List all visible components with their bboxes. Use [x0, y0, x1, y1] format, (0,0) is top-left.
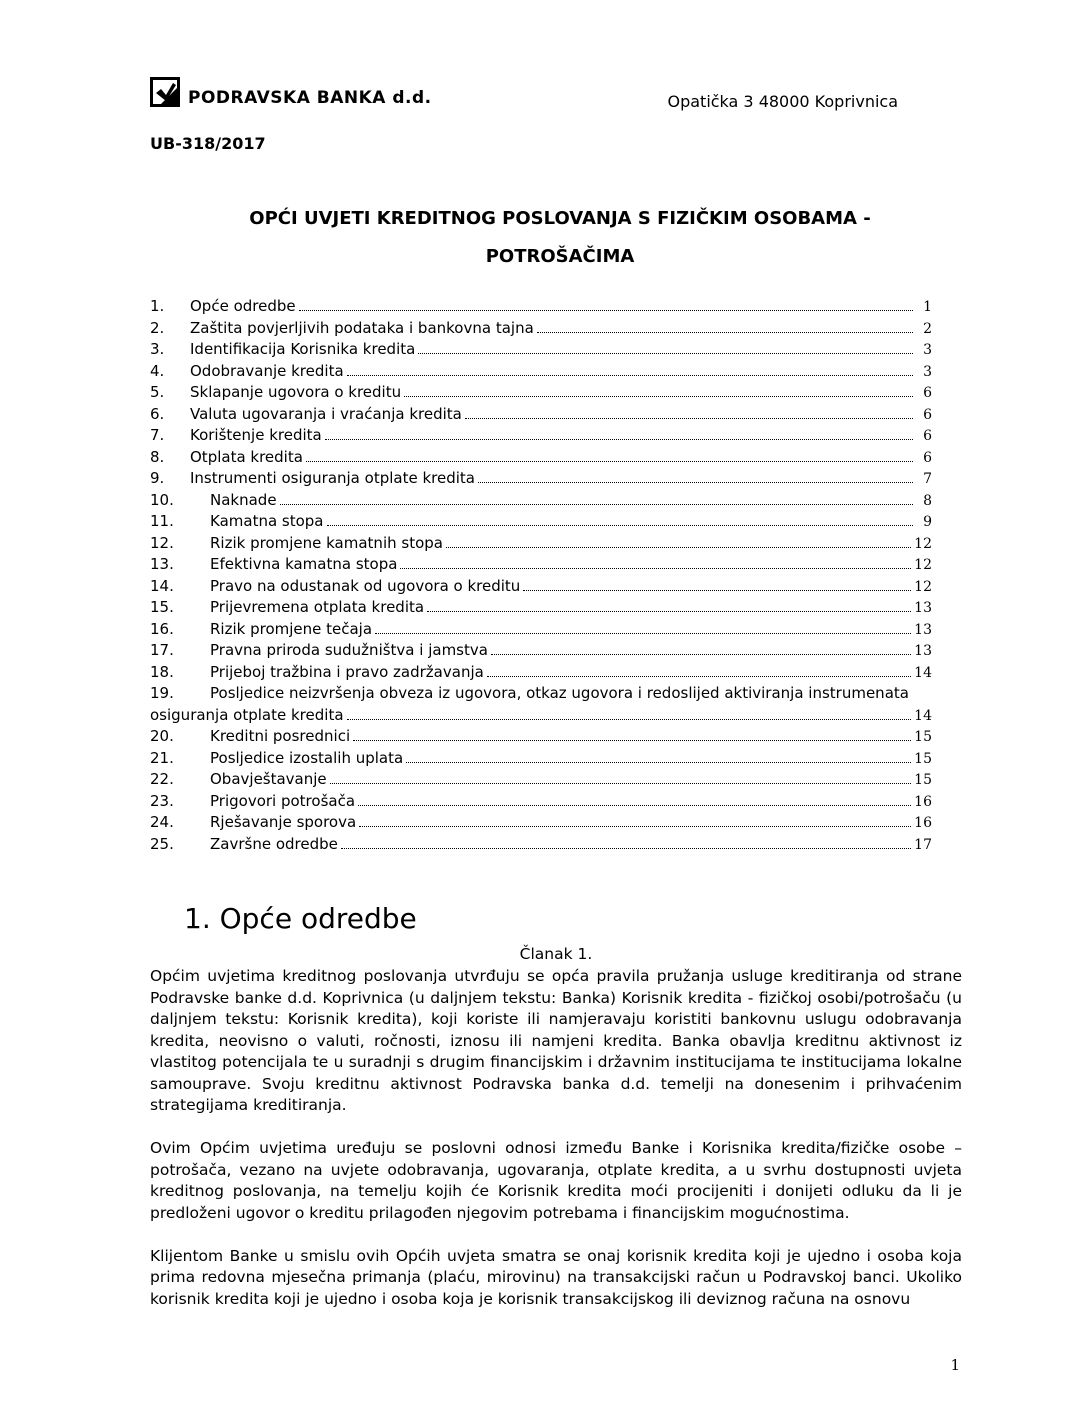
toc-label: Posljedice izostalih uplata — [210, 748, 404, 767]
toc-page-number: 12 — [914, 535, 932, 552]
toc-number: 6. — [150, 404, 165, 423]
toc-number: 1. — [150, 297, 165, 315]
toc-entry[interactable] — [150, 835, 932, 857]
toc-page-number: 13 — [914, 621, 932, 638]
toc-number: 4. — [150, 361, 165, 380]
toc-leader-dots — [427, 610, 911, 612]
toc-label: Posljedice neizvršenja obveza iz ugovora, otkaz ugovora i redoslijed aktiviranja instrumenata — [210, 684, 909, 702]
toc-page-number: 8 — [923, 492, 932, 509]
toc-entry[interactable] — [150, 577, 932, 599]
toc-label: Efektivna kamatna stopa — [210, 555, 398, 573]
toc-leader-dots — [375, 632, 911, 634]
toc-page-number: 13 — [914, 600, 932, 616]
toc-entry[interactable] — [150, 555, 932, 577]
section-body — [150, 966, 962, 1332]
toc-entry[interactable] — [150, 813, 932, 835]
toc-label: Opće odredbe — [190, 297, 296, 315]
toc-label: Instrumenti osiguranja otplate kredita — [190, 469, 475, 487]
toc-entry[interactable] — [150, 405, 932, 427]
toc-page-number: 12 — [914, 557, 932, 573]
toc-number: 2. — [150, 318, 165, 337]
toc-page-number: 1 — [923, 299, 932, 315]
toc-leader-dots — [347, 374, 913, 376]
toc-leader-dots — [325, 438, 913, 440]
bank-logo-icon — [150, 77, 180, 107]
toc-page-number: 2 — [923, 320, 932, 337]
toc-entry[interactable] — [150, 512, 932, 534]
toc-entry[interactable] — [150, 469, 932, 491]
toc-leader-dots — [465, 417, 913, 419]
toc-leader-dots — [359, 825, 911, 827]
toc-label-continued: osiguranja otplate kredita — [150, 705, 344, 724]
toc-number: 19. — [150, 684, 174, 702]
toc-number: 5. — [150, 383, 165, 401]
toc-entry[interactable] — [150, 792, 932, 814]
toc-leader-dots — [347, 718, 912, 720]
toc-entry[interactable] — [150, 727, 932, 749]
toc-leader-dots — [406, 761, 911, 763]
toc-label: Zaštita povjerljivih podataka i bankovna tajna — [190, 318, 534, 337]
toc-page-number: 6 — [923, 428, 932, 444]
toc-label: Prigovori potrošača — [210, 791, 356, 810]
toc-number: 25. — [150, 834, 174, 853]
toc-page-number: 15 — [914, 772, 932, 788]
toc-entry[interactable] — [150, 362, 932, 384]
document-title-line2: POTROŠAČIMA — [485, 246, 635, 267]
toc-label: Rješavanje sporova — [210, 813, 357, 831]
toc-page-number: 17 — [914, 836, 932, 853]
toc-leader-dots — [523, 589, 911, 591]
toc-label: Završne odredbe — [210, 834, 338, 853]
toc-number: 24. — [150, 813, 174, 831]
toc-entry[interactable] — [150, 684, 932, 727]
toc-entry[interactable] — [150, 297, 932, 319]
toc-page-number: 13 — [914, 643, 932, 659]
toc-page-number: 3 — [923, 342, 932, 358]
toc-label: Rizik promjene tečaja — [210, 619, 373, 638]
toc-number: 9. — [150, 469, 165, 487]
toc-leader-dots — [404, 395, 913, 397]
toc-number: 18. — [150, 662, 174, 681]
toc-leader-dots — [330, 782, 912, 784]
toc-leader-dots — [299, 309, 913, 311]
toc-leader-dots — [306, 460, 913, 462]
toc-entry[interactable] — [150, 663, 932, 685]
toc-entry[interactable] — [150, 620, 932, 642]
toc-number: 3. — [150, 340, 165, 358]
toc-label: Valuta ugovaranja i vraćanja kredita — [190, 404, 462, 423]
bank-logo — [150, 76, 432, 108]
document-title-line1: OPĆI UVJETI KREDITNOG POSLOVANJA S FIZIČKIM OSOBAMA - — [249, 208, 871, 229]
toc-page-number: 16 — [914, 793, 932, 810]
toc-leader-dots — [418, 352, 913, 354]
toc-page-number: 3 — [923, 363, 932, 380]
toc-label: Korištenje kredita — [190, 426, 322, 444]
toc-entry[interactable] — [150, 770, 932, 792]
toc-number: 14. — [150, 576, 174, 595]
toc-number: 20. — [150, 727, 174, 745]
toc-label: Pravna priroda sudužništva i jamstva — [210, 641, 488, 659]
toc-page-number: 14 — [914, 664, 932, 681]
toc-page-number: 15 — [914, 729, 932, 745]
toc-entry[interactable] — [150, 598, 932, 620]
article-label: Članak 1. — [519, 945, 593, 963]
toc-page-number: 14 — [914, 707, 932, 724]
toc-number: 23. — [150, 791, 174, 810]
toc-number: 7. — [150, 426, 165, 444]
toc-label: Kamatna stopa — [210, 512, 324, 530]
toc-label: Prijeboj tražbina i pravo zadržavanja — [210, 662, 484, 681]
page-number: 1 — [950, 1356, 960, 1374]
toc-leader-dots — [478, 481, 913, 483]
toc-number: 17. — [150, 641, 174, 659]
toc-label: Odobravanje kredita — [190, 361, 344, 380]
page-header — [150, 72, 910, 112]
bank-name: PODRAVSKA BANKA d.d. — [188, 88, 432, 108]
toc-entry[interactable] — [150, 749, 932, 771]
toc-label: Rizik promjene kamatnih stopa — [210, 533, 443, 552]
toc-entry[interactable] — [150, 534, 932, 556]
section-heading: 1. Opće odredbe — [184, 902, 417, 935]
toc-leader-dots — [446, 546, 911, 548]
body-paragraph: Općim uvjetima kreditnog poslovanja utvrđuju se opća pravila pružanja usluge kreditiranja od strane Podravske banke d.d. Koprivnica (u daljnjem tekstu: Banka) Korisnik kredita - fizičkoj osobi/potrošaču (u daljnjem tekstu: Korisnik kredita), koji koriste ili namjeravaju koristiti bankovnu uslugu odobravanja kredita, neovisno o valuti, ročnosti, iznosu ili namjeni kredita. Banka obavlja kreditnu aktivnost iz vlastitog potencijala te u suradnji s drugim financijskim i državnim institucijama te institucijama lokalne samouprave. Svoju kreditnu aktivnost Podravska banka d.d. temelji na donesenim i prihvaćenim strategijama kreditiranja. — [150, 967, 962, 1114]
body-paragraph: Klijentom Banke u smislu ovih Općih uvjeta smatra se onaj korisnik kredita koji je ujedno i osoba koja prima redovna mjesečna primanja (plaću, mirovinu) na transakcijski račun u Podravskoj banci. Ukoliko korisnik kredita koji je ujedno i osoba koja je korisnik transakcijskog ili deviznog računa na osnovu — [150, 1246, 962, 1308]
toc-number: 22. — [150, 770, 174, 788]
toc-page-number: 6 — [923, 385, 932, 401]
toc-page-number: 6 — [923, 449, 932, 466]
toc-leader-dots — [358, 804, 911, 806]
toc-entry[interactable] — [150, 491, 932, 513]
toc-number: 11. — [150, 512, 174, 530]
toc-number: 12. — [150, 533, 174, 552]
toc-leader-dots — [487, 675, 911, 677]
toc-entry[interactable] — [150, 340, 932, 362]
toc-page-number: 15 — [914, 750, 932, 767]
toc-leader-dots — [491, 653, 911, 655]
toc-number: 15. — [150, 598, 174, 616]
toc-page-number: 9 — [923, 514, 932, 530]
toc-label: Sklapanje ugovora o kreditu — [190, 383, 402, 401]
toc-label: Pravo na odustanak od ugovora o kreditu — [210, 576, 521, 595]
toc-entry[interactable] — [150, 426, 932, 448]
body-paragraph: Ovim Općim uvjetima uređuju se poslovni odnosi između Banke i Korisnika kredita/fizičke osobe – potrošača, vezano na uvjete odobravanja, ugovaranja, otplate kredita, a u svrhu dostupnosti uvjeta kreditnog poslovanja, na temelju kojih će Korisnik kredita moći procijeniti i donijeti odluku da li je predloženi ugovor o kreditu prilagođen njegovim potrebama i financijskim mogućnostima. — [150, 1139, 962, 1222]
toc-page-number: 6 — [923, 406, 932, 423]
toc-page-number: 16 — [914, 815, 932, 831]
bank-address: Opatička 3 48000 Koprivnica — [667, 92, 898, 111]
toc-label: Identifikacija Korisnika kredita — [190, 340, 416, 358]
toc-number: 10. — [150, 490, 174, 509]
toc-leader-dots — [400, 567, 911, 569]
document-title — [150, 200, 970, 276]
toc-entry[interactable] — [150, 641, 932, 663]
toc-leader-dots — [353, 739, 911, 741]
toc-page-number: 7 — [923, 471, 932, 487]
toc-page-number: 12 — [914, 578, 932, 595]
toc-leader-dots — [537, 331, 913, 333]
toc-leader-dots — [341, 847, 911, 849]
toc-number: 13. — [150, 555, 174, 573]
toc-entry[interactable] — [150, 383, 932, 405]
table-of-contents — [150, 297, 932, 856]
toc-label: Naknade — [210, 490, 277, 509]
toc-entry[interactable] — [150, 448, 932, 470]
toc-label: Prijevremena otplata kredita — [210, 598, 425, 616]
toc-number: 8. — [150, 447, 165, 466]
toc-label: Obavještavanje — [210, 770, 327, 788]
toc-entry[interactable] — [150, 319, 932, 341]
toc-label: Otplata kredita — [190, 447, 303, 466]
toc-number: 21. — [150, 748, 174, 767]
document-code: UB-318/2017 — [150, 134, 266, 153]
toc-label: Kreditni posrednici — [210, 727, 351, 745]
toc-leader-dots — [327, 524, 913, 526]
toc-number: 16. — [150, 619, 174, 638]
toc-leader-dots — [280, 503, 913, 505]
